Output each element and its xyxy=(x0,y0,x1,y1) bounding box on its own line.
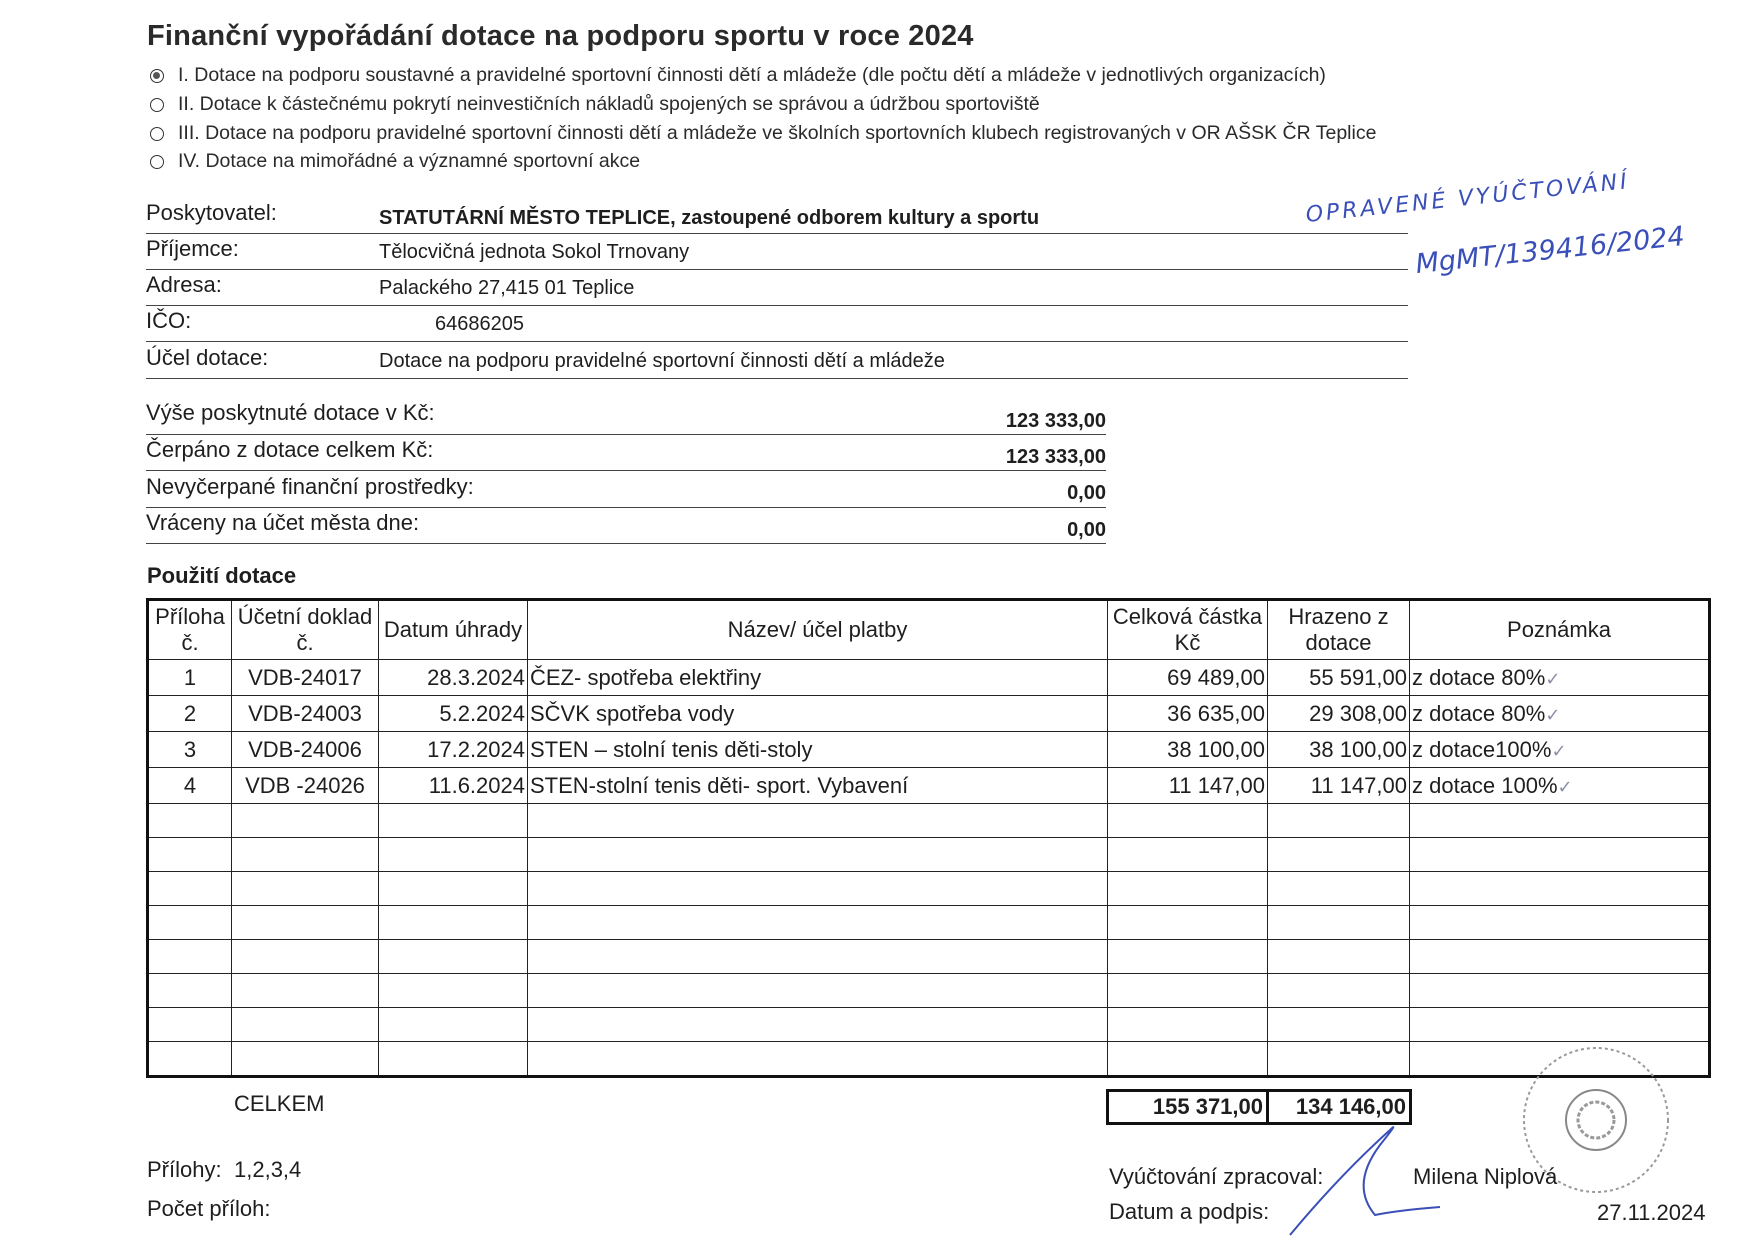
cell-celkova: 36 635,00 xyxy=(1108,696,1268,732)
prilohy-label: Přílohy: xyxy=(147,1157,222,1182)
total-celkova: 155 371,00 xyxy=(1106,1089,1269,1125)
purpose-label: Účel dotace: xyxy=(146,345,269,370)
empty-row xyxy=(148,1008,1710,1042)
summary-value-3: 0,00 xyxy=(1067,482,1106,504)
cell-datum: 11.6.2024 xyxy=(379,768,528,804)
cell-datum: 17.2.2024 xyxy=(379,732,528,768)
poznamka-text: z dotace 80% xyxy=(1412,700,1546,726)
option-3[interactable] xyxy=(150,122,1376,145)
summary-value-1: 123 333,00 xyxy=(1005,410,1106,432)
cell-celkova: 11 147,00 xyxy=(1108,768,1268,804)
radio-icon[interactable] xyxy=(150,127,164,141)
cell-datum: 5.2.2024 xyxy=(379,696,528,732)
check-mark-icon: ✓ xyxy=(1545,704,1561,725)
header-datum: Datum úhrady xyxy=(379,600,528,660)
option-1-label: I. Dotace na podporu soustavné a pravidelné sportovní činnosti dětí a mládeže (dle počtu dětí a mládeže v jednotlivých organizacích) xyxy=(178,64,1326,86)
cell-priloha: 2 xyxy=(148,696,232,732)
cell-poznamka xyxy=(1410,732,1710,768)
provider-value: STATUTÁRNÍ MĚSTO TEPLICE, zastoupené odborem kultury a sportu xyxy=(379,207,1040,229)
summary-label-2: Čerpáno z dotace celkem Kč: xyxy=(146,437,434,462)
address-label: Adresa: xyxy=(146,272,222,297)
table-row xyxy=(148,732,1710,768)
cell-priloha: 1 xyxy=(148,660,232,696)
summary-label-4: Vráceny na účet města dne: xyxy=(146,510,420,535)
divider xyxy=(146,434,1106,435)
divider xyxy=(146,543,1106,544)
radio-icon[interactable] xyxy=(150,155,164,169)
table-header-row xyxy=(148,600,1710,660)
total-label: CELKEM xyxy=(234,1091,325,1116)
radio-icon[interactable] xyxy=(150,98,164,112)
summary-value-2: 123 333,00 xyxy=(1005,446,1106,468)
divider xyxy=(146,341,1408,342)
option-1[interactable] xyxy=(150,64,1326,87)
poznamka-text: z dotace 80% xyxy=(1412,664,1546,690)
poznamka-text: z dotace100% xyxy=(1412,736,1552,762)
provider-label: Poskytovatel: xyxy=(146,200,277,225)
handwritten-note-line2: MgMT/139416/2024 xyxy=(1414,220,1687,281)
cell-priloha: 3 xyxy=(148,732,232,768)
cell-nazev: ČEZ- spotřeba elektřiny xyxy=(528,660,1108,696)
divider xyxy=(146,470,1106,471)
cell-doklad: VDB-24017 xyxy=(232,660,379,696)
divider xyxy=(146,269,1408,270)
summary-label-3: Nevyčerpané finanční prostředky: xyxy=(146,474,474,499)
section-title: Použití dotace xyxy=(147,563,297,588)
zpracoval-label: Vyúčtování zpracoval: xyxy=(1109,1164,1324,1189)
cell-nazev: STEN-stolní tenis děti- sport. Vybavení xyxy=(528,768,1108,804)
empty-row xyxy=(148,1042,1710,1077)
radio-selected-icon[interactable] xyxy=(150,69,164,83)
poznamka-text: z dotace 100% xyxy=(1412,772,1558,798)
total-hrazeno: 134 146,00 xyxy=(1266,1089,1412,1125)
empty-row xyxy=(148,974,1710,1008)
recipient-value: Tělocvičná jednota Sokol Trnovany xyxy=(379,241,690,263)
empty-row xyxy=(148,872,1710,906)
cell-poznamka xyxy=(1410,660,1710,696)
zpracoval-value: Milena Niplová xyxy=(1413,1164,1558,1189)
header-doklad: Účetní doklad č. xyxy=(232,600,379,660)
cell-hrazeno: 55 591,00 xyxy=(1268,660,1410,696)
cell-hrazeno: 11 147,00 xyxy=(1268,768,1410,804)
divider xyxy=(146,378,1408,379)
header-poznamka: Poznámka xyxy=(1410,600,1710,660)
empty-row xyxy=(148,906,1710,940)
option-4-label: IV. Dotace na mimořádné a významné sportovní akce xyxy=(178,150,641,172)
purpose-value: Dotace na podporu pravidelné sportovní činnosti dětí a mládeže xyxy=(379,350,945,372)
table-row xyxy=(148,768,1710,804)
cell-nazev: STEN – stolní tenis děti-stoly xyxy=(528,732,1108,768)
option-2[interactable] xyxy=(150,93,1040,116)
recipient-label: Příjemce: xyxy=(146,236,239,261)
header-priloha: Příloha č. xyxy=(148,600,232,660)
usage-table xyxy=(146,598,1711,1078)
check-mark-icon: ✓ xyxy=(1551,740,1567,761)
cell-celkova: 38 100,00 xyxy=(1108,732,1268,768)
divider xyxy=(146,507,1106,508)
divider xyxy=(146,233,1408,234)
datum-value: 27.11.2024 xyxy=(1597,1200,1706,1225)
option-3-label: III. Dotace na podporu pravidelné sportovní činnosti dětí a mládeže ve školních sportovních klubech registrovaných v OR AŠSK ČR Teplice xyxy=(178,122,1377,144)
header-nazev: Název/ účel platby xyxy=(528,600,1108,660)
address-value: Palackého 27,415 01 Teplice xyxy=(379,277,635,299)
cell-poznamka xyxy=(1410,696,1710,732)
header-celkova: Celková částka Kč xyxy=(1108,600,1268,660)
cell-priloha: 4 xyxy=(148,768,232,804)
cell-hrazeno: 29 308,00 xyxy=(1268,696,1410,732)
summary-label-1: Výše poskytnuté dotace v Kč: xyxy=(146,400,435,425)
table-row xyxy=(148,696,1710,732)
check-mark-icon: ✓ xyxy=(1545,668,1561,689)
option-2-label: II. Dotace k částečnému pokrytí neinvestičních nákladů spojených se správou a údržbou sportoviště xyxy=(178,93,1040,115)
ico-value: 64686205 xyxy=(435,313,524,335)
check-mark-icon: ✓ xyxy=(1557,776,1573,797)
table-row xyxy=(148,660,1710,696)
cell-datum: 28.3.2024 xyxy=(379,660,528,696)
empty-row xyxy=(148,940,1710,974)
cell-nazev: SČVK spotřeba vody xyxy=(528,696,1108,732)
cell-doklad: VDB-24006 xyxy=(232,732,379,768)
datum-label: Datum a podpis: xyxy=(1109,1199,1270,1224)
summary-value-4: 0,00 xyxy=(1067,519,1106,541)
option-4[interactable] xyxy=(150,150,640,173)
prilohy-value: 1,2,3,4 xyxy=(234,1157,302,1182)
ico-label: IČO: xyxy=(146,308,192,333)
divider xyxy=(146,305,1408,306)
empty-row xyxy=(148,838,1710,872)
cell-hrazeno: 38 100,00 xyxy=(1268,732,1410,768)
cell-poznamka xyxy=(1410,768,1710,804)
cell-doklad: VDB-24003 xyxy=(232,696,379,732)
handwritten-note-line1: OPRAVENÉ VYÚČTOVÁNÍ xyxy=(1304,169,1631,228)
cell-doklad: VDB -24026 xyxy=(232,768,379,804)
pocet-label: Počet příloh: xyxy=(147,1196,271,1221)
empty-row xyxy=(148,804,1710,838)
header-hrazeno: Hrazeno z dotace xyxy=(1268,600,1410,660)
document-title: Finanční vypořádání dotace na podporu sportu v roce 2024 xyxy=(147,20,974,52)
cell-celkova: 69 489,00 xyxy=(1108,660,1268,696)
